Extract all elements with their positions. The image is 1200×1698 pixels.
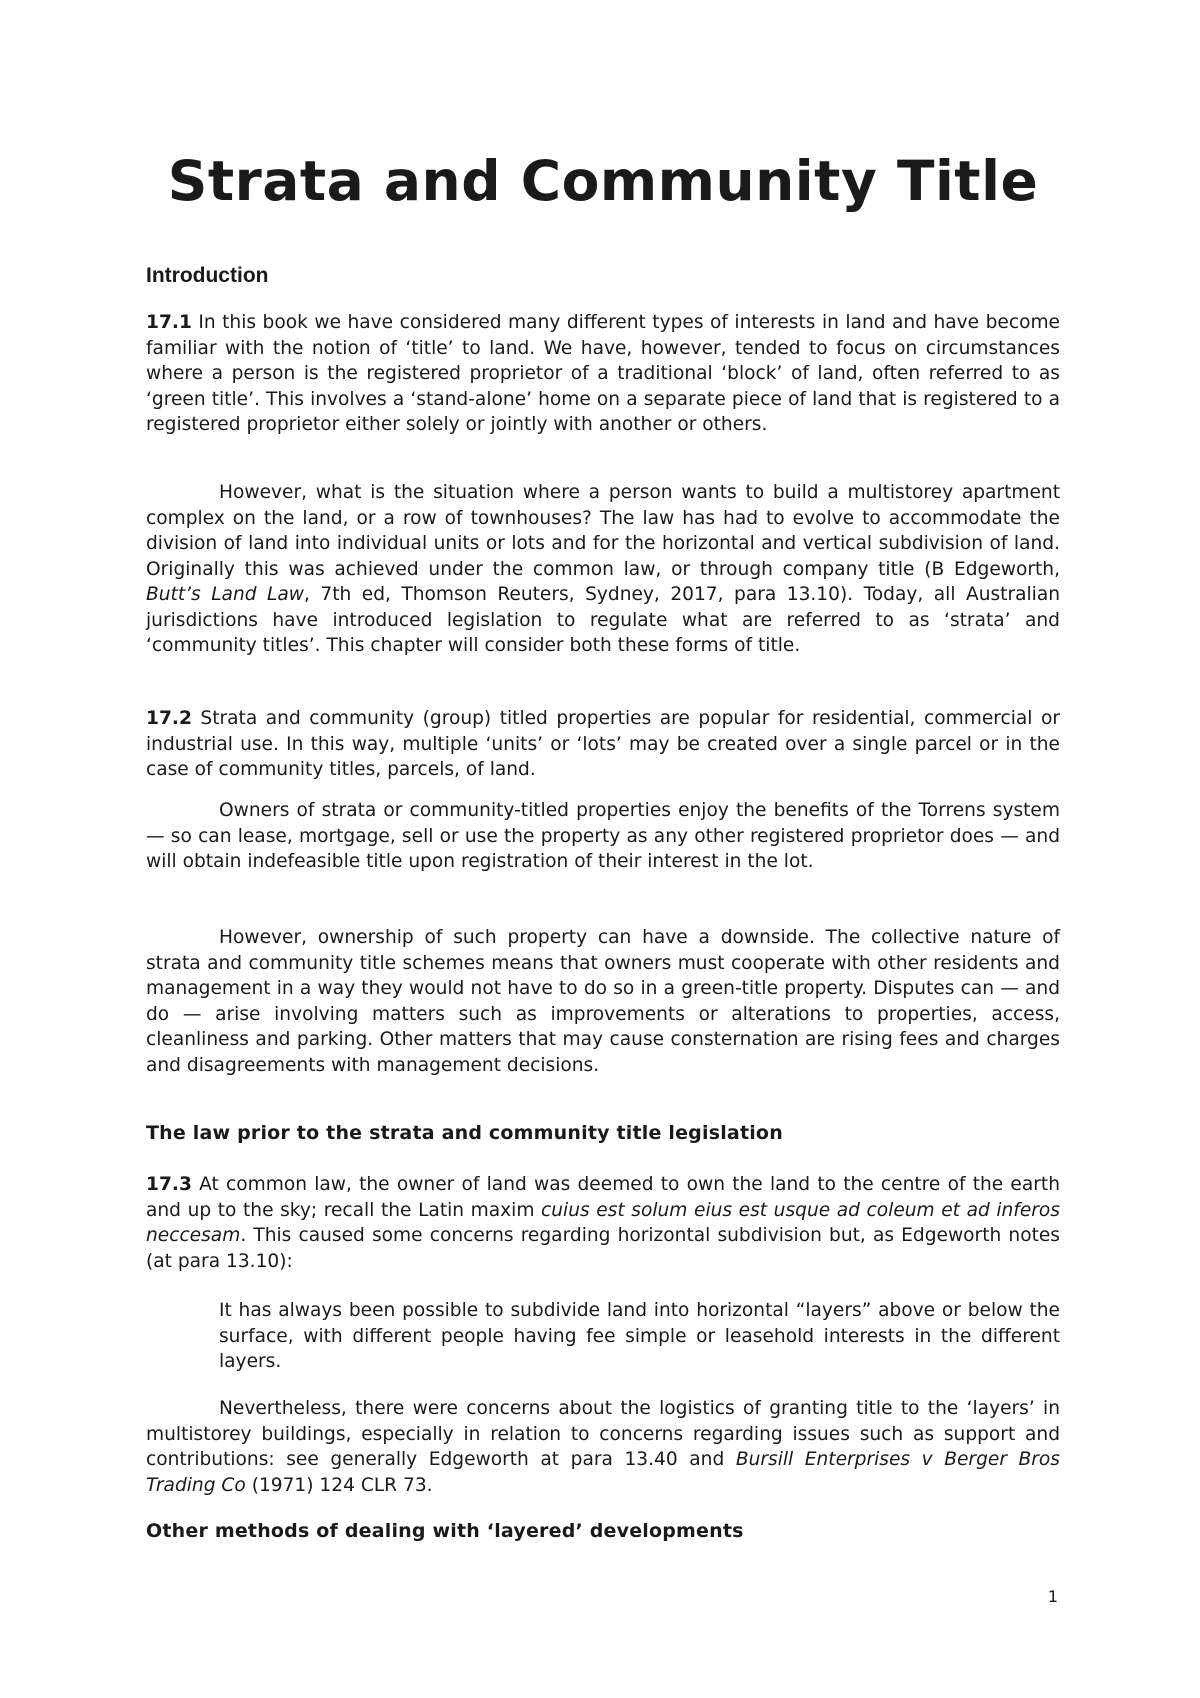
section-heading-law-prior: The law prior to the strata and community title legislation xyxy=(146,1122,783,1144)
paragraph-17-1-continued xyxy=(146,480,1060,659)
paragraph-text: In this book we have considered many different types of interests in land and have become familiar with the notion of ‘title’ to land. We have, however, tended to focus on circumstances where a person is the registered proprietor of a traditional ‘block’ of land, often referred to as ‘green title’. This involves a ‘stand-alone’ home on a separate piece of land that is registered to a registered proprietor either solely or jointly with another or others. xyxy=(146,312,1060,435)
section-heading-other-methods: Other methods of dealing with ‘layered’ developments xyxy=(146,1520,744,1542)
document-title: Strata and Community Title xyxy=(167,149,1039,213)
case-name-italic: Bursill Enterprises v Berger Bros Trading Co xyxy=(146,1449,1060,1496)
latin-maxim-italic: cuius est solum eius est usque ad coleum et ad inferos neccesam xyxy=(146,1199,1060,1246)
book-title-italic: Butt’s Land Law xyxy=(146,584,304,605)
paragraph-17-3 xyxy=(146,1172,1060,1274)
paragraph-text-after: . This caused some concerns regarding horizontal subdivision but, as Edgeworth notes (at para 13.10): xyxy=(146,1225,1060,1272)
paragraph-text-before: However, what is the situation where a person wants to build a multistorey apartment complex on the land, or a row of townhouses? The law has had to evolve to accommodate the division of land into individual units or lots and for the horizontal and vertical subdivision of land. Originally this was achieved under the common law, or through company title (B Edgeworth, xyxy=(146,482,1060,580)
paragraph-text-after: , 7th ed, Thomson Reuters, Sydney, 2017, para 13.10). Today, all Australian jurisdictions have introduced legislation to regulate what are referred to as ‘strata’ and ‘community titles’. This chapter will consider both these forms of title. xyxy=(146,584,1061,656)
paragraph-text-before: At common law, the owner of land was deemed to own the land to the centre of the earth and up to the sky; recall the Latin maxim xyxy=(146,1174,1060,1221)
paragraph-17-2 xyxy=(146,706,1060,783)
paragraph-text: Strata and community (group) titled properties are popular for residential, commercial or industrial use. In this way, multiple ‘units’ or ‘lots’ may be created over a single parcel or in the case of community titles, parcels, of land. xyxy=(146,708,1060,780)
page-number: 1 xyxy=(1047,1587,1058,1606)
paragraph-17-1 xyxy=(146,310,1060,438)
introduction-heading: Introduction xyxy=(146,264,269,287)
paragraph-text: Owners of strata or community-titled properties enjoy the benefits of the Torrens system — so can lease, mortgage, sell or use the property as any other registered proprietor does — and will obtain indefeasible title upon registration of their interest in the lot. xyxy=(146,800,1060,872)
paragraph-17-2-owners xyxy=(146,798,1060,875)
block-quote xyxy=(219,1298,1060,1375)
quote-text: It has always been possible to subdivide land into horizontal “layers” above or below the surface, with different people having fee simple or leasehold interests in the different layers. xyxy=(219,1300,1060,1372)
paragraph-text-before: Nevertheless, there were concerns about the logistics of granting title to the ‘layers’ in multistorey buildings, especially in relation to concerns regarding issues such as support and contributions: see generally Edgeworth at para 13.40 and xyxy=(146,1398,1060,1470)
paragraph-text: However, ownership of such property can have a downside. The collective nature of strata and community title schemes means that owners must cooperate with other residents and management in a way they would not have to do so in a green-title property. Disputes can — and do — arise involving matters such as improvements or alterations to properties, access, cleanliness and parking. Other matters that may cause consternation are rising fees and charges and disagreements with management decisions. xyxy=(146,927,1060,1076)
paragraph-number: 17.2 xyxy=(146,708,192,729)
paragraph-number: 17.1 xyxy=(146,312,192,333)
paragraph-text-after: (1971) 124 CLR 73. xyxy=(245,1474,433,1496)
paragraph-17-2-downside xyxy=(146,925,1060,1078)
paragraph-number: 17.3 xyxy=(146,1174,192,1195)
paragraph-17-3-nevertheless xyxy=(146,1396,1060,1498)
